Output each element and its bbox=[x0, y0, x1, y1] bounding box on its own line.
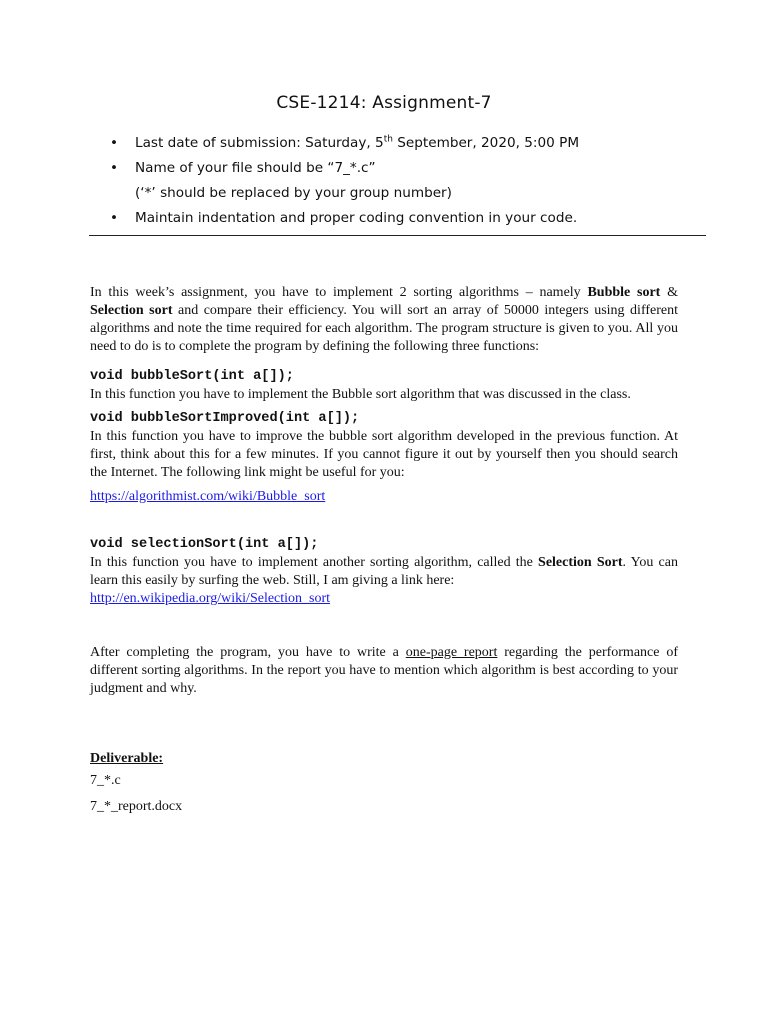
function-signature-bubblesort: void bubbleSort(int a[]); bbox=[90, 369, 294, 384]
instruction-list bbox=[110, 131, 710, 231]
indentation-text: Maintain indentation and proper coding convention in your code. bbox=[135, 210, 578, 226]
deliverable-heading: Deliverable: bbox=[90, 751, 164, 766]
function-desc-selectionsort: In this function you have to implement another sorting algorithm, called the Selection Sort. You can learn this easily by surfing the web. Still, I am giving a link here: bbox=[90, 555, 678, 588]
selection-sort-bold: Selection Sort bbox=[538, 555, 623, 570]
function-signature-bubblesort-improved: void bubbleSortImproved(int a[]); bbox=[90, 411, 360, 426]
deadline-text: Last date of submission: Saturday, 5th September, 2020, 5:00 PM bbox=[135, 134, 580, 151]
one-page-report-term: one-page report bbox=[405, 645, 498, 660]
bullet-icon: • bbox=[110, 160, 119, 176]
function-signature-selectionsort: void selectionSort(int a[]); bbox=[90, 537, 319, 552]
function-desc-bubblesort-improved: In this function you have to improve the bubble sort algorithm developed in the previous function. At first, think about this for a few minutes. If you cannot figure it out by yourself then you should search the Internet. The following link might be useful for you: bbox=[90, 429, 678, 480]
page-title: CSE-1214: Assignment-7 bbox=[276, 93, 492, 113]
document-body bbox=[90, 284, 678, 820]
bullet-deadline bbox=[110, 131, 710, 156]
bullet-icon: • bbox=[110, 210, 119, 226]
deliverable-item: 7_*.c bbox=[90, 773, 121, 788]
deliverable-item: 7_*_report.docx bbox=[90, 799, 183, 814]
bullet-filename bbox=[110, 156, 710, 181]
report-paragraph: After completing the program, you have to write a one-page report regarding the performance of different sorting algorithms. In the report you have to mention which algorithm is best according to your judgment and why. bbox=[90, 645, 679, 696]
bubble-sort-link[interactable]: https://algorithmist.com/wiki/Bubble_sort bbox=[90, 489, 326, 504]
horizontal-divider bbox=[89, 235, 706, 236]
selection-sort-link[interactable]: http://en.wikipedia.org/wiki/Selection_sort bbox=[90, 591, 331, 606]
filename-note: (‘*’ should be replaced by your group number) bbox=[135, 185, 452, 201]
bubble-sort-term: Bubble sort bbox=[587, 285, 661, 300]
bullet-icon: • bbox=[110, 135, 119, 151]
selection-sort-term: Selection sort bbox=[90, 303, 173, 318]
function-desc-bubblesort: In this function you have to implement the Bubble sort algorithm that was discussed in the class. bbox=[90, 387, 631, 402]
bullet-indentation bbox=[110, 206, 710, 231]
filename-text: Name of your file should be “7_*.c” bbox=[135, 160, 376, 176]
intro-paragraph: In this week’s assignment, you have to implement 2 sorting algorithms – namely Bubble sort & Selection sort and compare their efficiency. You will sort an array of 50000 integers using different algorithms and note the time required for each algorithm. The program structure is given to you. All you need to do is to complete the program by defining the following three functions: bbox=[90, 285, 679, 354]
